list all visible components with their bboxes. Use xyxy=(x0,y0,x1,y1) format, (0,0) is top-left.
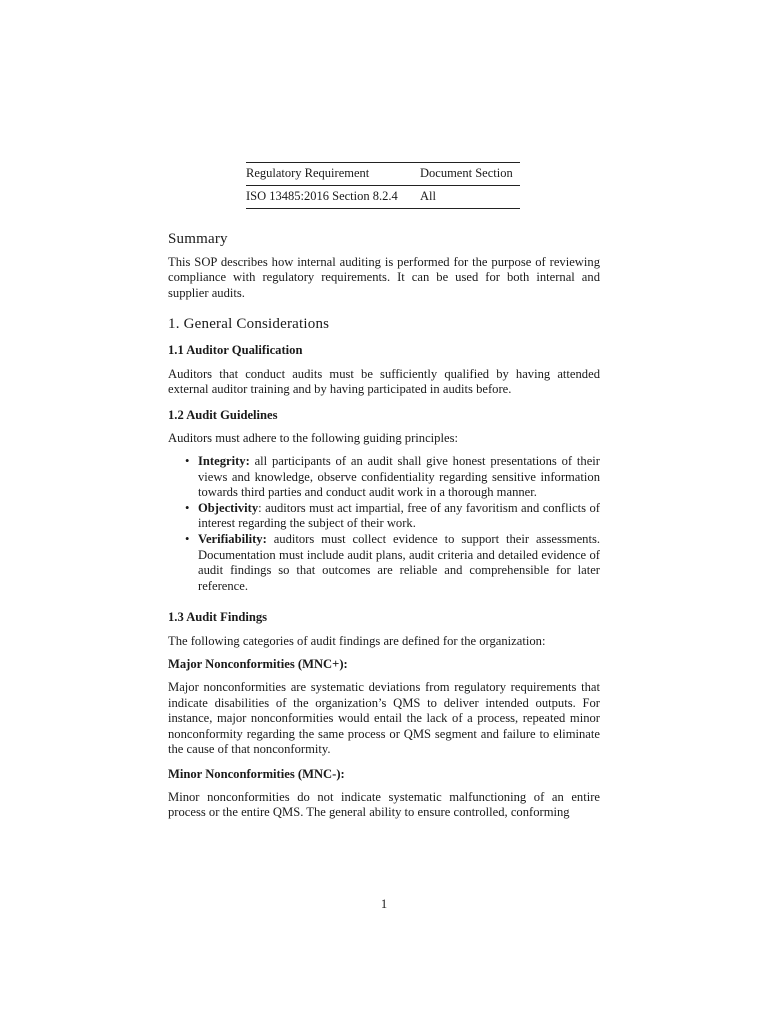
principle-term: Integrity: xyxy=(198,453,250,468)
table-cell: ISO 13485:2016 Section 8.2.4 xyxy=(246,189,398,203)
minor-nonconformities-paragraph: Minor nonconformities do not indicate systematic malfunctioning of an entire process or the entire QMS. The general ability to ensure controlled, conforming xyxy=(168,789,600,820)
section-heading-general: 1. General Considerations xyxy=(168,316,330,333)
summary-paragraph: This SOP describes how internal auditing is performed for the purpose of reviewing compliance with regulatory requirements. It can be used for both internal and supplier audits. xyxy=(168,254,600,300)
major-nonconformities-heading: Major Nonconformities (MNC+): xyxy=(168,657,348,672)
principle-text: : auditors must act impartial, free of any favoritism and conflicts of interest regarding the subject of their work. xyxy=(198,500,600,531)
principles-list xyxy=(168,454,600,594)
table-header-row xyxy=(246,163,520,186)
document-page xyxy=(168,0,600,1024)
qualification-paragraph: Auditors that conduct audits must be sufficiently qualified by having attended external auditor training and by having participated in audits before. xyxy=(168,366,600,397)
summary-heading: Summary xyxy=(168,231,228,247)
principle-text: auditors must collect evidence to support their assessments. Documentation must include audit plans, audit criteria and detailed evidence of audit findings so that outcomes are reliable and comprehensible for later reference. xyxy=(198,531,600,593)
subsection-heading-findings: 1.3 Audit Findings xyxy=(168,610,268,625)
list-item xyxy=(185,453,600,501)
principle-term: Objectivity xyxy=(198,500,259,515)
table-row xyxy=(246,186,520,209)
requirements-table xyxy=(246,162,520,209)
bullet-icon: • xyxy=(185,500,190,515)
subsection-heading-guidelines: 1.2 Audit Guidelines xyxy=(168,407,278,422)
principle-term: Verifiability: xyxy=(198,531,267,546)
major-nonconformities-paragraph: Major nonconformities are systematic deviations from regulatory requirements that indicate disabilities of the organization’s QMS to deliver intended outputs. For instance, major nonconformities would entail the lack of a process, repeated minor nonconformity regarding the same process or QMS segment and failure to eliminate the cause of that nonconformity. xyxy=(168,680,600,757)
list-item xyxy=(185,531,600,594)
principle-text: all participants of an audit shall give honest presentations of their views and knowledge, observe confidentiality regarding sensitive information towards third parties and conduct audit work in a thorough manner. xyxy=(198,453,600,500)
minor-nonconformities-heading: Minor Nonconformities (MNC-): xyxy=(168,767,345,782)
page-number: 1 xyxy=(380,897,388,911)
subsection-heading-qualification: 1.1 Auditor Qualification xyxy=(168,342,303,357)
bullet-icon: • xyxy=(185,531,190,546)
document-body xyxy=(168,232,600,821)
table-cell: All xyxy=(420,189,436,203)
table-header-cell: Regulatory Requirement xyxy=(246,166,370,180)
guidelines-intro: Auditors must adhere to the following guiding principles: xyxy=(168,431,458,446)
list-item xyxy=(185,500,600,532)
table-header-cell: Document Section xyxy=(420,166,513,180)
findings-intro: The following categories of audit findings are defined for the organization: xyxy=(168,633,546,648)
bullet-icon: • xyxy=(185,453,190,468)
